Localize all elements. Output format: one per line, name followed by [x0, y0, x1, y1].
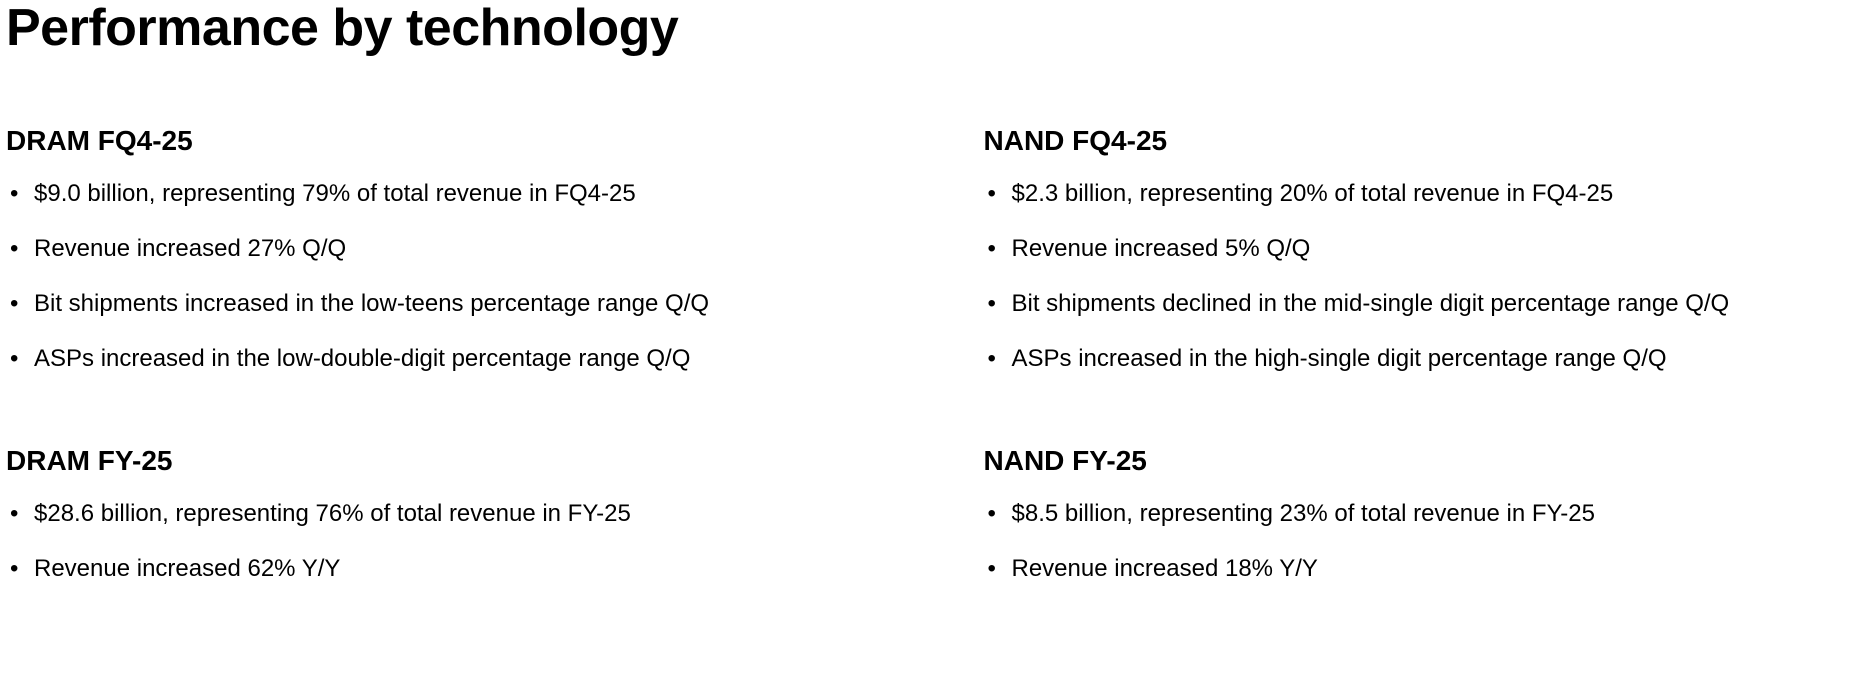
section-spacer	[984, 374, 1854, 446]
bullet-icon: •	[10, 499, 19, 527]
bullet-icon: •	[987, 499, 996, 527]
list-item-text: Revenue increased 18% Y/Y	[1011, 554, 1318, 582]
bullet-icon: •	[987, 179, 996, 207]
list-item	[6, 179, 930, 209]
list-item	[984, 344, 1854, 374]
list-item-text: Revenue increased 5% Q/Q	[1011, 234, 1311, 262]
list-item	[6, 289, 930, 319]
list-item-text: $9.0 billion, representing 79% of total revenue in FQ4-25	[34, 179, 636, 207]
list-item	[984, 554, 1854, 584]
bullet-icon: •	[10, 554, 19, 582]
bullet-icon: •	[10, 344, 19, 372]
list-item	[6, 499, 930, 529]
column-right	[930, 126, 1854, 584]
column-left	[6, 126, 930, 584]
section-nand-fy-25	[984, 446, 1854, 584]
list-item-text: Revenue increased 27% Q/Q	[34, 234, 347, 262]
list-item-text: $8.5 billion, representing 23% of total revenue in FY-25	[1011, 499, 1595, 527]
list-item	[984, 499, 1854, 529]
section-heading: DRAM FY-25	[6, 444, 173, 476]
section-heading: NAND FQ4-25	[983, 125, 1168, 156]
bullet-icon: •	[10, 179, 19, 207]
bullet-list	[6, 179, 930, 374]
bullet-icon: •	[10, 234, 19, 262]
bullet-icon: •	[987, 344, 996, 372]
bullet-icon: •	[987, 289, 996, 317]
bullet-icon: •	[987, 554, 996, 582]
section-dram-fy-25	[6, 446, 930, 584]
bullet-list	[984, 179, 1854, 374]
bullet-icon: •	[10, 289, 19, 317]
bullet-list	[984, 499, 1854, 584]
list-item	[984, 179, 1854, 209]
list-item-text: Bit shipments declined in the mid-single digit percentage range Q/Q	[1011, 289, 1730, 317]
section-dram-fq4-25	[6, 126, 930, 374]
list-item-text: $2.3 billion, representing 20% of total revenue in FQ4-25	[1011, 179, 1614, 207]
section-nand-fq4-25	[984, 126, 1854, 374]
list-item-text: $28.6 billion, representing 76% of total revenue in FY-25	[34, 499, 631, 527]
section-spacer	[6, 374, 930, 446]
list-item-text: ASPs increased in the low-double-digit percentage range Q/Q	[34, 344, 691, 372]
section-heading: NAND FY-25	[983, 444, 1147, 476]
list-item	[984, 234, 1854, 264]
bullet-list	[6, 499, 930, 584]
list-item-text: Revenue increased 62% Y/Y	[34, 554, 341, 582]
list-item-text: Bit shipments increased in the low-teens percentage range Q/Q	[34, 289, 710, 317]
page-title: Performance by technology	[6, 0, 679, 57]
list-item	[6, 344, 930, 374]
bullet-icon: •	[987, 234, 996, 262]
list-item	[6, 234, 930, 264]
list-item-text: ASPs increased in the high-single digit percentage range Q/Q	[1011, 344, 1667, 372]
list-item	[984, 289, 1854, 319]
content-columns	[6, 126, 1853, 584]
list-item	[6, 554, 930, 584]
section-heading: DRAM FQ4-25	[6, 125, 193, 156]
